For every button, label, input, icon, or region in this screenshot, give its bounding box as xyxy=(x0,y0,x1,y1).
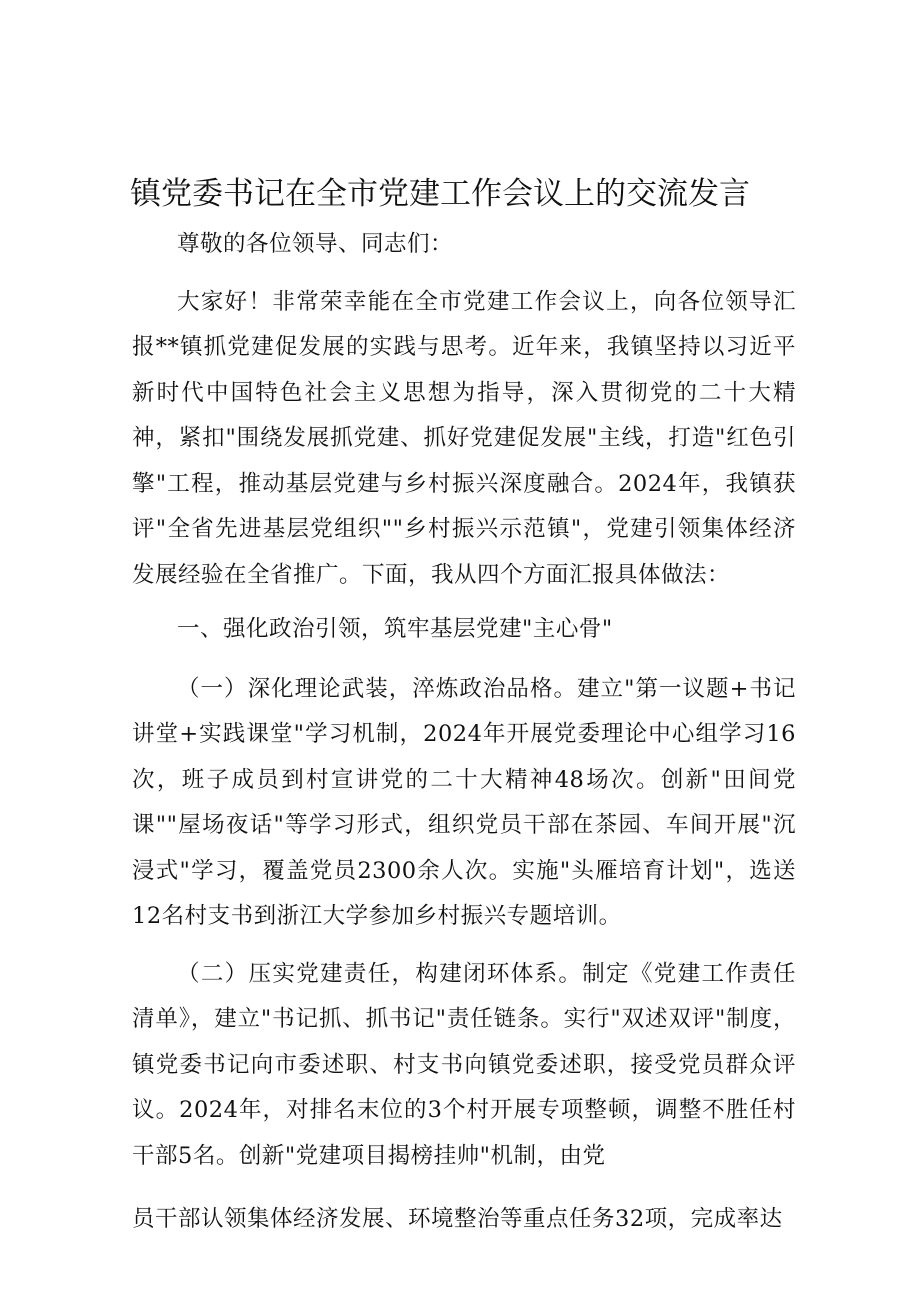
document-title: 镇党委书记在全市党建工作会议上的交流发言 xyxy=(130,176,750,212)
salutation: 尊敬的各位领导、同志们： xyxy=(177,231,454,257)
paragraph-item-2-continued: 员干部认领集体经济发展、环境整治等重点任务32项，完成率达 xyxy=(132,1206,783,1232)
section-heading-1: 一、强化政治引领，筑牢基层党建"主心骨" xyxy=(177,616,613,642)
paragraph-item-2: （二）压实党建责任，构建闭环体系。制定《党建工作责任清单》，建立"书记抓、抓书记"责任链条。实行"双述双评"制度，镇党委书记向市委述职、村支书向镇党委述职，接受党员群众评议。2024年，对排名末位的3个村开展专项整顿，调整不胜任村干部5名。创新"党建项目揭榜挂帅"机制，由党 xyxy=(132,960,796,1169)
paragraph-intro: 大家好！非常荣幸能在全市党建工作会议上，向各位领导汇报**镇抓党建促发展的实践与思考。近年来，我镇坚持以习近平新时代中国特色社会主义思想为指导，深入贯彻党的二十大精神，紧扣"围绕发展抓党建、抓好党建促发展"主线，打造"红色引擎"工程，推动基层党建与乡村振兴深度融合。2024年，我镇获评"全省先进基层党组织""乡村振兴示范镇"，党建引领集体经济发展经验在全省推广。下面，我从四个方面汇报具体做法： xyxy=(132,288,796,588)
paragraph-item-1: （一）深化理论武装，淬炼政治品格。建立"第一议题+书记讲堂+实践课堂"学习机制，2024年开展党委理论中心组学习16次，班子成员到村宣讲党的二十大精神48场次。创新"田间党课""屋场夜话"等学习形式，组织党员干部在茶园、车间开展"沉浸式"学习，覆盖党员2300余人次。实施"头雁培育计划"，选送12名村支书到浙江大学参加乡村振兴专题培训。 xyxy=(132,675,796,929)
document-body xyxy=(132,222,796,1252)
